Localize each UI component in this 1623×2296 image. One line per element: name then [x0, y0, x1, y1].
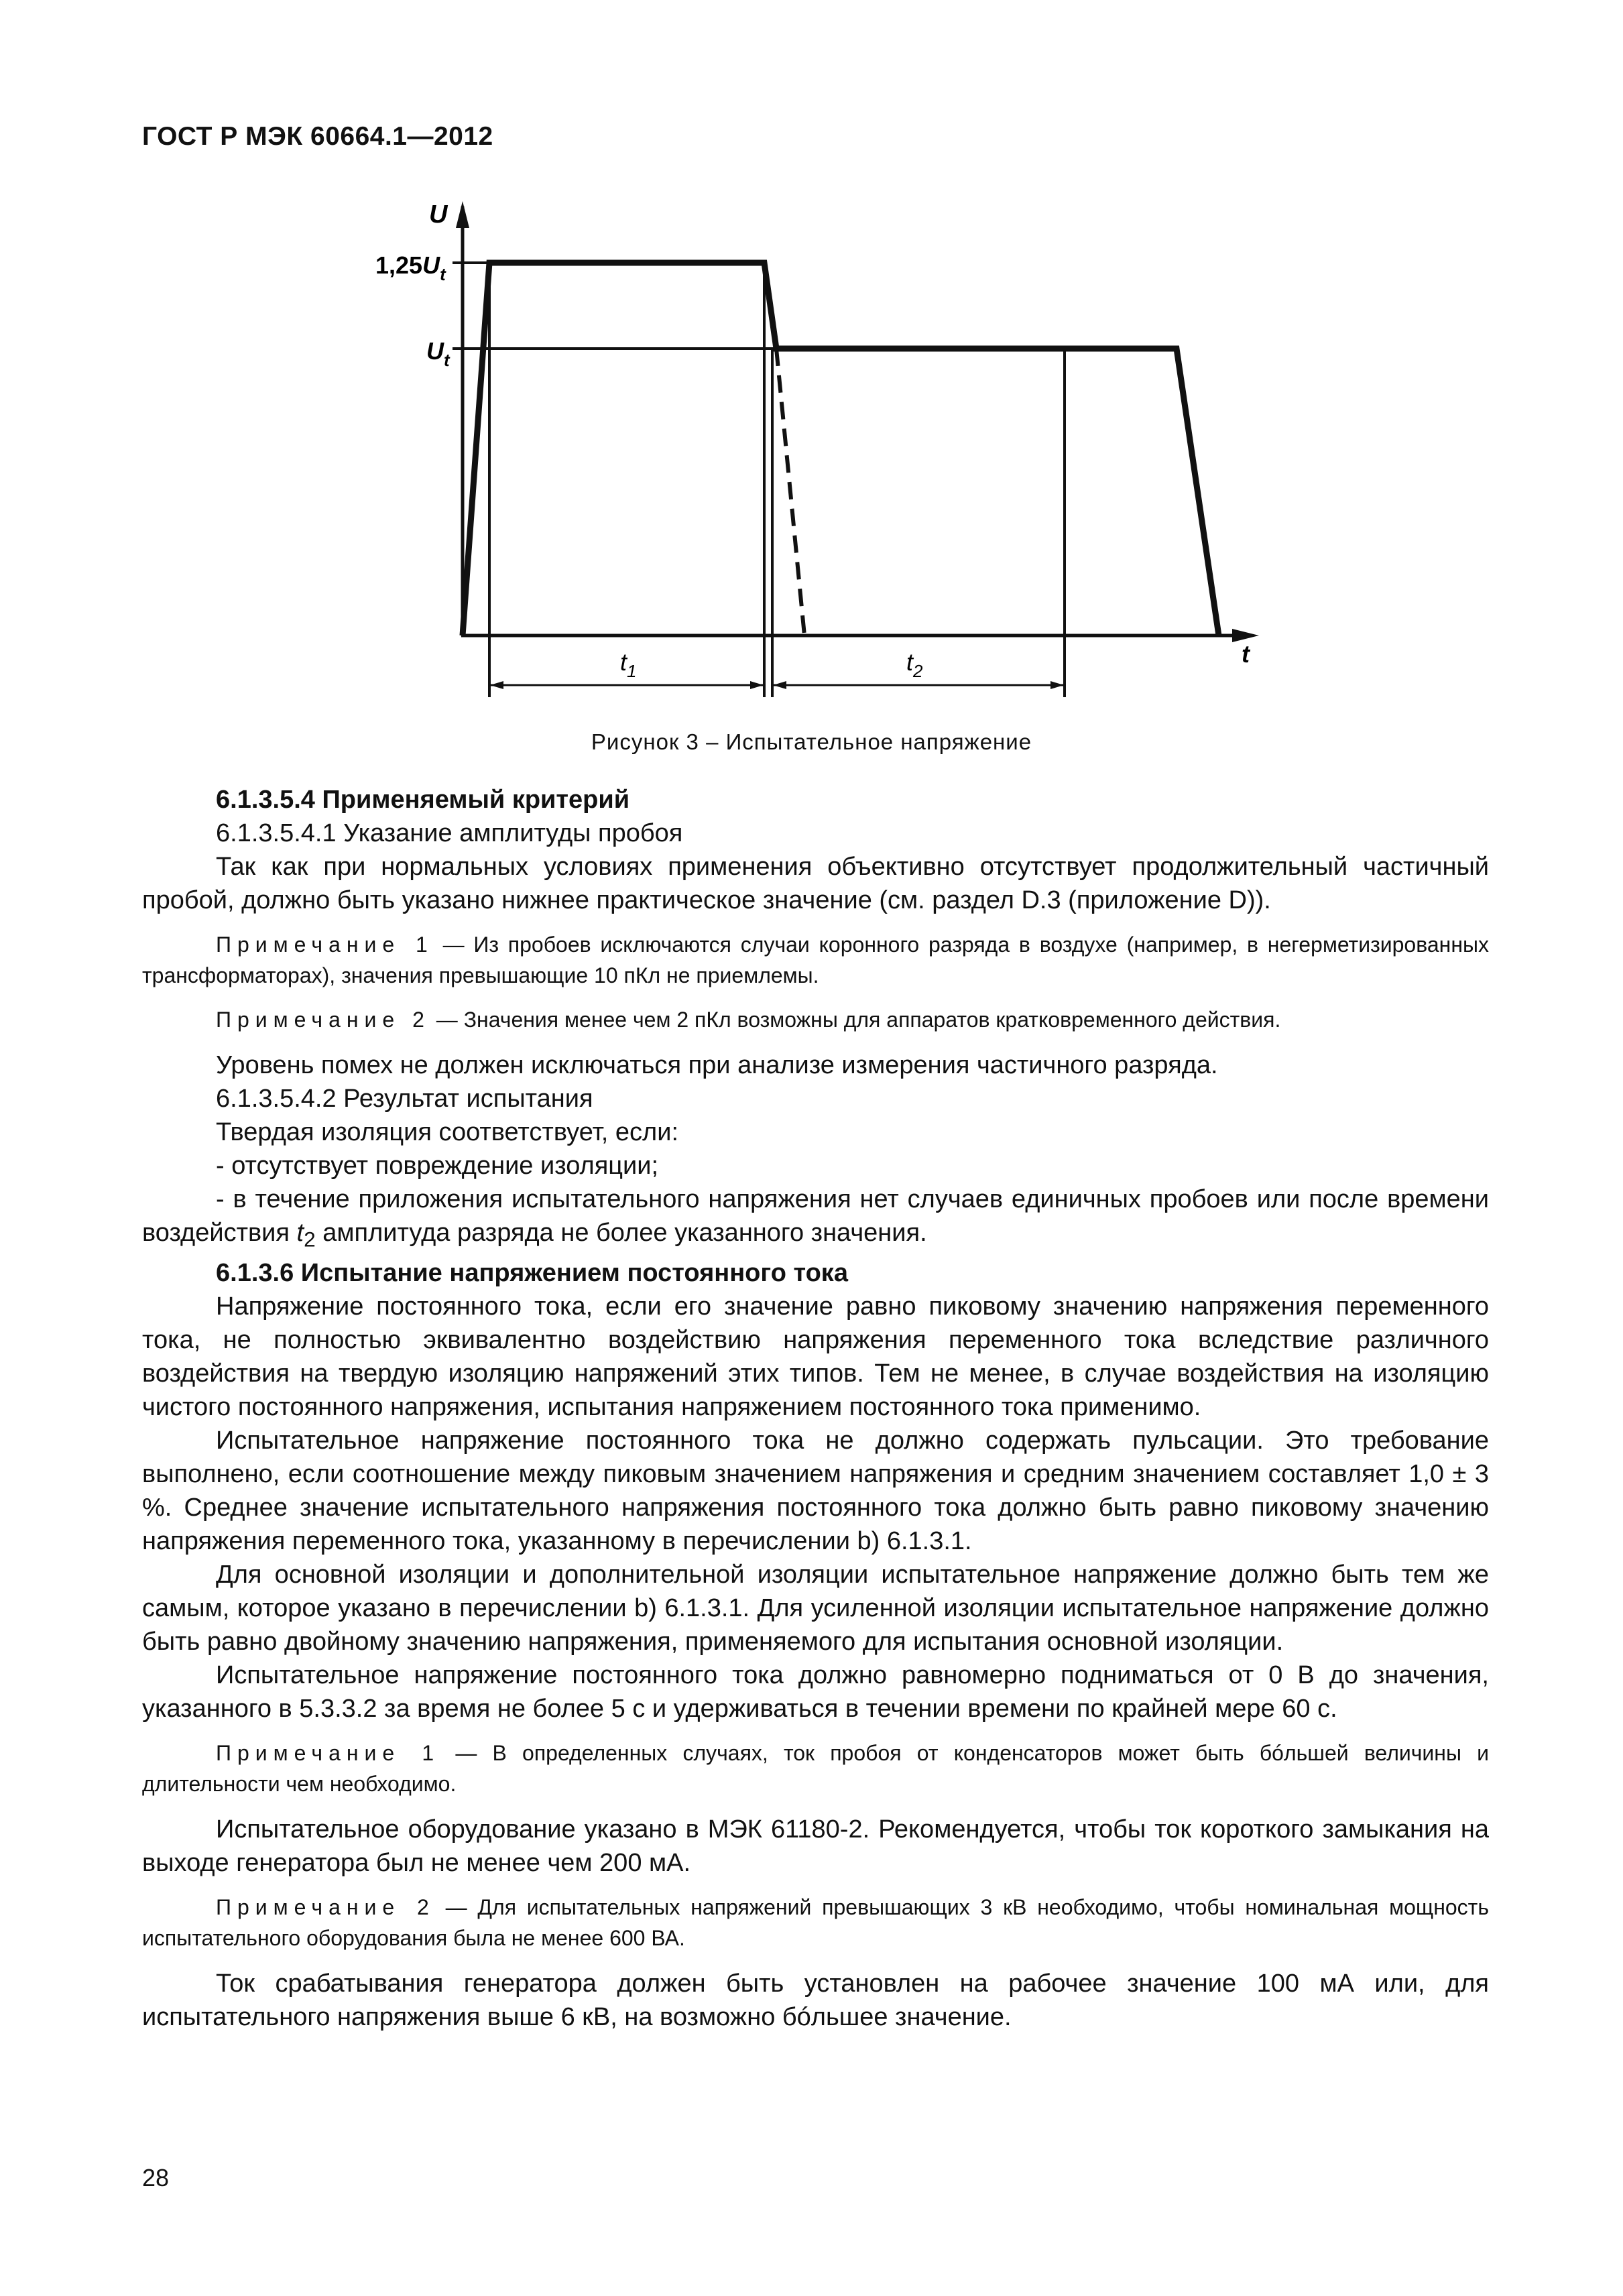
section-heading-6-1-3-6: 6.1.3.6 Испытание напряжением постоянного тока	[216, 1258, 848, 1287]
note-4	[142, 1892, 1489, 1953]
list-item-2	[142, 1183, 1489, 1256]
paragraph-2: Уровень помех не должен исключаться при анализе измерения частичного разряда.	[216, 1051, 1218, 1079]
note-1	[142, 929, 1489, 991]
note-2	[142, 1004, 1489, 1035]
note-label: Примечание 1	[216, 932, 434, 957]
list-item-1: - отсутствует повреждение изоляции;	[216, 1152, 659, 1180]
section-heading-6-1-3-5-4: 6.1.3.5.4 Применяемый критерий	[216, 786, 630, 814]
paragraph-1: Так как при нормальных условиях применения объективно отсутствует продолжительный частичный пробой, должно быть указано нижнее практическое значение (см. раздел D.3 (приложение D)).	[142, 853, 1489, 914]
note-text: — Значения менее чем 2 пКл возможны для аппаратов кратковременного действия.	[430, 1008, 1281, 1032]
label-ut: $U_t$	[426, 337, 450, 370]
label-t2: $t_2$	[906, 648, 923, 681]
document-body	[142, 783, 1489, 2034]
paragraph-7: Испытательное напряжение постоянного тока должно равномерно подниматься от 0 В до значения, указанного в 5.3.3.2 за время не более 5 с и удерживаться в течении времени по крайней мере 60 с.	[142, 1660, 1489, 1723]
label-t1: $t_1$	[620, 648, 637, 681]
y-axis-arrow	[456, 201, 469, 228]
note-label: Примечание 2	[216, 1008, 430, 1032]
note-text: — Из пробоев исключаются случаи коронного разряда в воздухе (например, в негерметизированных трансформаторах), значения превышающие 10 пКл не приемлемы.	[142, 932, 1490, 987]
test-voltage-figure	[0, 0, 1623, 724]
paragraph-5: Испытательное напряжение постоянного тока не должно содержать пульсации. Это требование выполнено, если соотношение между пиковым значением напряжения и средним значением составляет 1,0 ± 3 %. Среднее значение испытательного напряжения постоянного тока должно быть равно пиковому значению напряжения переменного тока, указанному в перечислении b) 6.1.3.1.	[142, 1426, 1489, 1555]
label-125ut: $1,25U_t$	[375, 251, 446, 284]
note-label: Примечание 1	[216, 1740, 440, 1765]
paragraph-6: Для основной изоляции и дополнительной изоляции испытательное напряжение должно быть тем же самым, которое указано в перечислении b) 6.1.3.1. Для усиленной изоляции испытательное напряжение должно быть равно двойному значению напряжения, применяемого для испытания основной изоляции.	[142, 1560, 1489, 1656]
list-item-2-text-a: - в течение приложения испытательного напряжения нет случаев единичных пробоев или после времени воздействия	[142, 1185, 1489, 1247]
list-item-2-text-b: амплитуда разряда не более указанного значения.	[315, 1219, 927, 1247]
paragraph-9: Ток срабатывания генератора должен быть установлен на рабочее значение 100 мА или, для испытательного напряжения выше 6 кВ, на возможно бóльшее значение.	[142, 1969, 1489, 2031]
voltage-drop-dashed	[776, 349, 804, 636]
list-item-2-symbol: t	[296, 1219, 304, 1247]
voltage-profile	[463, 263, 1219, 636]
paragraph-4: Напряжение постоянного тока, если его значение равно пиковому значению напряжения переменного тока, не полностью эквивалентно воздействию напряжения переменного тока вследствие различного воздействия на твердую изоляцию напряжений этих типов. Тем не менее, в случае воздействия на изоляцию чистого постоянного напряжения, испытания напряжением постоянного тока применимо.	[142, 1292, 1489, 1421]
page-number: 28	[142, 2164, 170, 2191]
list-item-2-subscript: 2	[304, 1227, 316, 1252]
paragraph-3: Твердая изоляция соответствует, если:	[216, 1118, 679, 1146]
x-axis-label: t	[1242, 640, 1250, 668]
subsection-6-1-3-5-4-1: 6.1.3.5.4.1 Указание амплитуды пробоя	[216, 819, 683, 847]
subsection-6-1-3-5-4-2: 6.1.3.5.4.2 Результат испытания	[216, 1085, 593, 1113]
figure-caption: Рисунок 3 – Испытательное напряжение	[591, 729, 1032, 754]
note-text: — Для испытательных напряжений превышающих 3 кВ необходимо, чтобы номинальная мощность испытательного оборудования была не менее 600 ВА.	[142, 1894, 1490, 1950]
y-axis-label: U	[429, 200, 448, 229]
note-label: Примечание 2	[216, 1894, 435, 1919]
document-header: ГОСТ Р МЭК 60664.1—2012	[142, 122, 493, 151]
note-text: — В определенных случаях, ток пробоя от конденсаторов может быть бóльшей величины и длительности чем необходимо.	[142, 1740, 1490, 1796]
paragraph-8: Испытательное оборудование указано в МЭК 61180-2. Рекомендуется, чтобы ток короткого замыкания на выходе генератора был не менее чем 200 мА.	[142, 1815, 1489, 1877]
note-3	[142, 1738, 1489, 1799]
